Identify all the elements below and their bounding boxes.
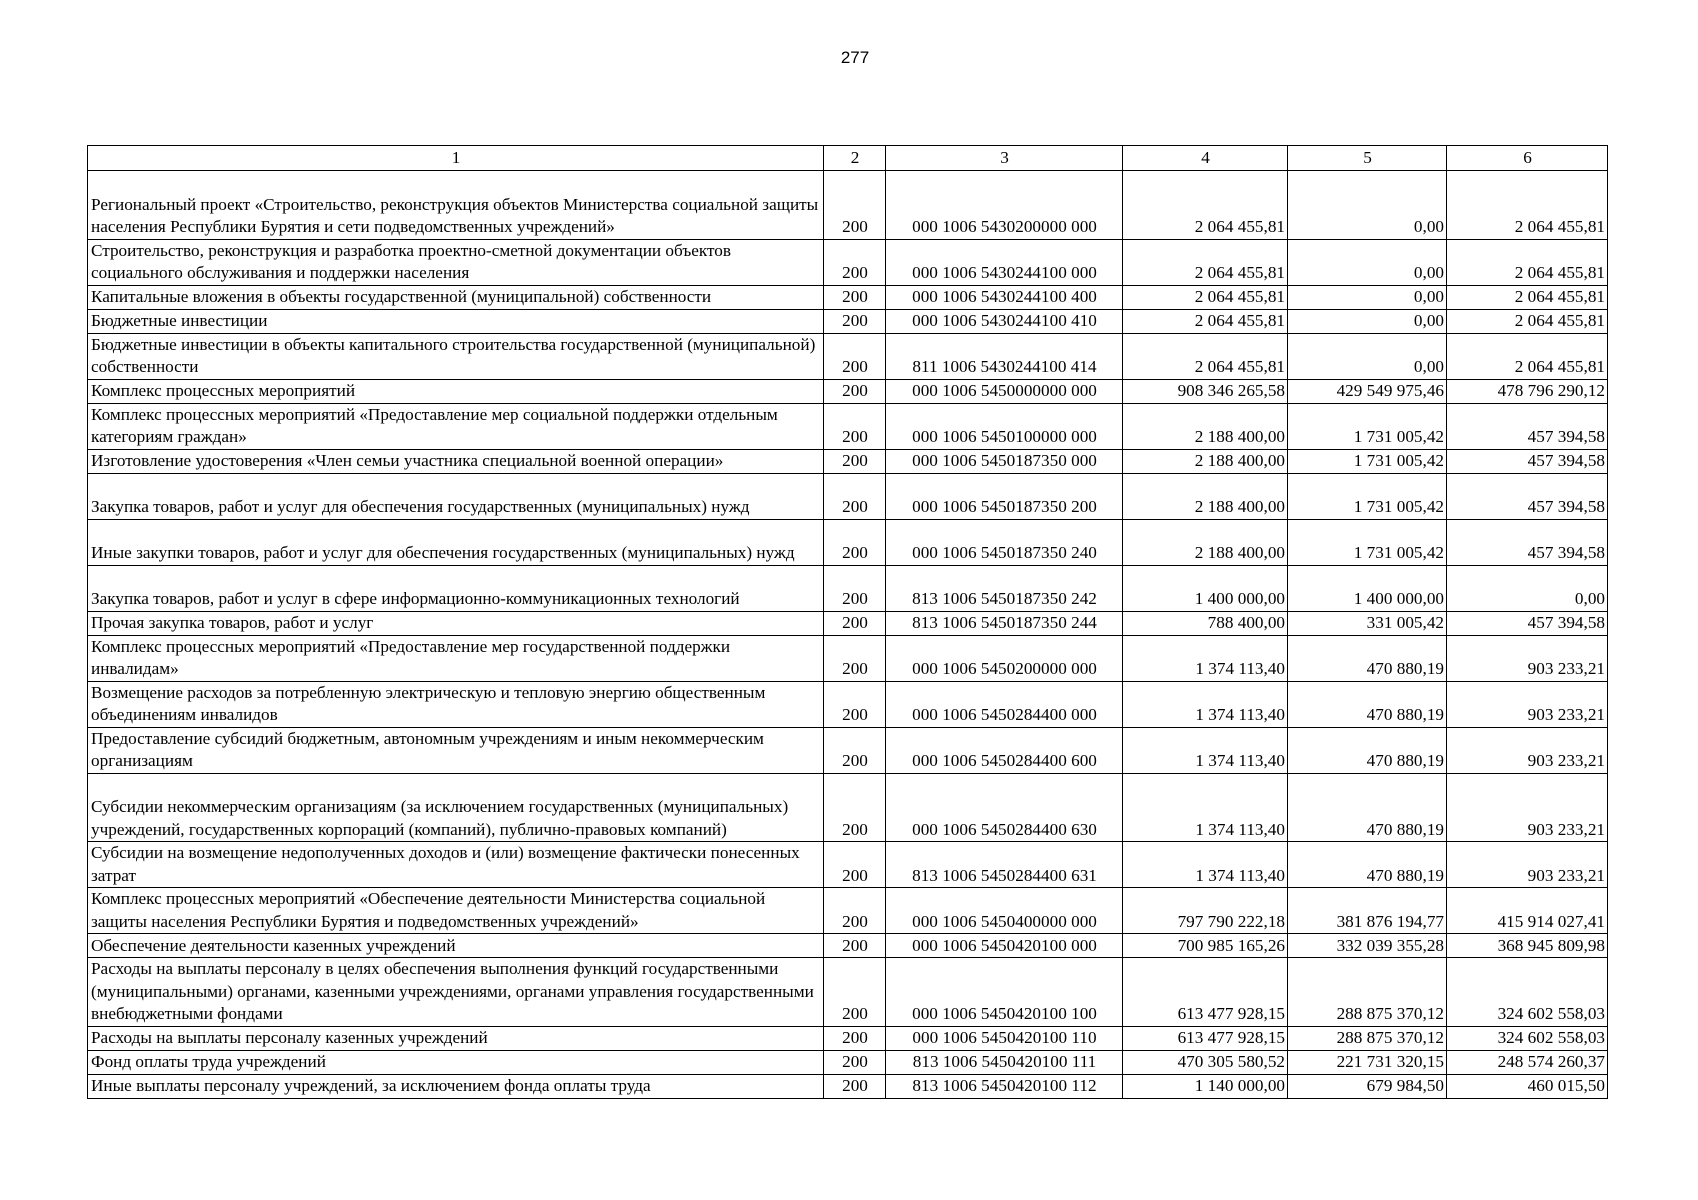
row-col5-cell: 0,00 [1288, 285, 1447, 309]
row-group-cell: 200 [824, 519, 886, 565]
row-name-cell: Субсидии на возмещение недополученных доходов и (или) возмещение фактически понесенных затрат [88, 842, 824, 888]
column-header-4: 4 [1123, 146, 1288, 171]
table-row [88, 333, 1608, 379]
row-col5-cell: 679 984,50 [1288, 1074, 1447, 1098]
row-col4-cell: 797 790 222,18 [1123, 888, 1288, 934]
row-code-cell: 813 1006 5450187350 242 [886, 565, 1123, 611]
row-col5-cell: 1 731 005,42 [1288, 449, 1447, 473]
row-col4-cell: 788 400,00 [1123, 611, 1288, 635]
row-col5-cell: 470 880,19 [1288, 773, 1447, 842]
table-row [88, 681, 1608, 727]
row-group-cell: 200 [824, 635, 886, 681]
table-row [88, 1050, 1608, 1074]
row-group-cell: 200 [824, 333, 886, 379]
table-header-row [88, 146, 1608, 171]
row-code-cell: 813 1006 5450284400 631 [886, 842, 1123, 888]
row-code-cell: 000 1006 5450187350 000 [886, 449, 1123, 473]
row-group-cell: 200 [824, 1050, 886, 1074]
table-row [88, 888, 1608, 934]
table-row [88, 285, 1608, 309]
row-code-cell: 000 1006 5450284400 630 [886, 773, 1123, 842]
row-code-cell: 811 1006 5430244100 414 [886, 333, 1123, 379]
row-code-cell: 813 1006 5450420100 111 [886, 1050, 1123, 1074]
row-name-cell: Бюджетные инвестиции [88, 309, 824, 333]
row-name-cell: Комплекс процессных мероприятий «Обеспечение деятельности Министерства социальной защиты населения Республики Бурятия и подведомственных учреждений» [88, 888, 824, 934]
table-row [88, 773, 1608, 842]
row-code-cell: 000 1006 5450000000 000 [886, 379, 1123, 403]
row-col5-cell: 0,00 [1288, 333, 1447, 379]
row-col5-cell: 0,00 [1288, 171, 1447, 240]
row-code-cell: 000 1006 5450100000 000 [886, 403, 1123, 449]
row-col5-cell: 381 876 194,77 [1288, 888, 1447, 934]
row-group-cell: 200 [824, 1074, 886, 1098]
row-name-cell: Бюджетные инвестиции в объекты капитального строительства государственной (муниципальной) собственности [88, 333, 824, 379]
table-row [88, 473, 1608, 519]
row-col6-cell: 903 233,21 [1447, 773, 1608, 842]
row-group-cell: 200 [824, 681, 886, 727]
row-col5-cell: 1 731 005,42 [1288, 473, 1447, 519]
row-col5-cell: 1 731 005,42 [1288, 519, 1447, 565]
row-col6-cell: 324 602 558,03 [1447, 958, 1608, 1027]
row-name-cell: Закупка товаров, работ и услуг для обеспечения государственных (муниципальных) нужд [88, 473, 824, 519]
row-col5-cell: 288 875 370,12 [1288, 958, 1447, 1027]
page-number: 277 [840, 48, 870, 67]
table-row [88, 449, 1608, 473]
row-col5-cell: 221 731 320,15 [1288, 1050, 1447, 1074]
row-col4-cell: 2 188 400,00 [1123, 403, 1288, 449]
row-col5-cell: 1 400 000,00 [1288, 565, 1447, 611]
row-col6-cell: 903 233,21 [1447, 635, 1608, 681]
row-col5-cell: 470 880,19 [1288, 727, 1447, 773]
row-col4-cell: 2 188 400,00 [1123, 519, 1288, 565]
row-col4-cell: 613 477 928,15 [1123, 1026, 1288, 1050]
row-col6-cell: 460 015,50 [1447, 1074, 1608, 1098]
row-col4-cell: 2 064 455,81 [1123, 171, 1288, 240]
row-col6-cell: 2 064 455,81 [1447, 239, 1608, 285]
row-col6-cell: 903 233,21 [1447, 681, 1608, 727]
row-code-cell: 000 1006 5450420100 000 [886, 934, 1123, 958]
row-col4-cell: 2 064 455,81 [1123, 239, 1288, 285]
row-code-cell: 000 1006 5450187350 240 [886, 519, 1123, 565]
row-col5-cell: 1 731 005,42 [1288, 403, 1447, 449]
table-row [88, 519, 1608, 565]
table-row [88, 611, 1608, 635]
table-row [88, 727, 1608, 773]
table-row [88, 239, 1608, 285]
row-col5-cell: 0,00 [1288, 309, 1447, 333]
row-name-cell: Изготовление удостоверения «Член семьи участника специальной военной операции» [88, 449, 824, 473]
row-col5-cell: 288 875 370,12 [1288, 1026, 1447, 1050]
table-row [88, 1026, 1608, 1050]
row-group-cell: 200 [824, 1026, 886, 1050]
row-group-cell: 200 [824, 934, 886, 958]
row-col4-cell: 2 064 455,81 [1123, 309, 1288, 333]
row-col6-cell: 903 233,21 [1447, 727, 1608, 773]
row-col5-cell: 470 880,19 [1288, 842, 1447, 888]
row-col6-cell: 478 796 290,12 [1447, 379, 1608, 403]
row-group-cell: 200 [824, 842, 886, 888]
table-body [88, 171, 1608, 1099]
row-name-cell: Региональный проект «Строительство, реконструкция объектов Министерства социальной защиты населения Республики Бурятия и сети подведомственных учреждений» [88, 171, 824, 240]
row-group-cell: 200 [824, 773, 886, 842]
row-group-cell: 200 [824, 403, 886, 449]
row-group-cell: 200 [824, 309, 886, 333]
row-group-cell: 200 [824, 239, 886, 285]
column-header-1: 1 [88, 146, 824, 171]
row-name-cell: Предоставление субсидий бюджетным, автономным учреждениям и иным некоммерческим организациям [88, 727, 824, 773]
row-code-cell: 000 1006 5450187350 200 [886, 473, 1123, 519]
table-row [88, 842, 1608, 888]
row-group-cell: 200 [824, 473, 886, 519]
row-name-cell: Закупка товаров, работ и услуг в сфере информационно-коммуникационных технологий [88, 565, 824, 611]
row-col4-cell: 1 140 000,00 [1123, 1074, 1288, 1098]
row-col4-cell: 700 985 165,26 [1123, 934, 1288, 958]
row-col5-cell: 470 880,19 [1288, 635, 1447, 681]
row-group-cell: 200 [824, 727, 886, 773]
row-col6-cell: 457 394,58 [1447, 473, 1608, 519]
row-group-cell: 200 [824, 888, 886, 934]
row-code-cell: 000 1006 5430244100 000 [886, 239, 1123, 285]
row-code-cell: 813 1006 5450187350 244 [886, 611, 1123, 635]
row-name-cell: Комплекс процессных мероприятий «Предоставление мер социальной поддержки отдельным категориям граждан» [88, 403, 824, 449]
row-group-cell: 200 [824, 565, 886, 611]
row-col6-cell: 324 602 558,03 [1447, 1026, 1608, 1050]
row-code-cell: 000 1006 5450420100 100 [886, 958, 1123, 1027]
table-row [88, 1074, 1608, 1098]
row-col5-cell: 470 880,19 [1288, 681, 1447, 727]
row-col4-cell: 2 064 455,81 [1123, 285, 1288, 309]
row-name-cell: Расходы на выплаты персоналу казенных учреждений [88, 1026, 824, 1050]
row-code-cell: 000 1006 5450420100 110 [886, 1026, 1123, 1050]
row-col4-cell: 470 305 580,52 [1123, 1050, 1288, 1074]
row-col4-cell: 1 374 113,40 [1123, 727, 1288, 773]
row-col4-cell: 1 374 113,40 [1123, 842, 1288, 888]
column-header-5: 5 [1288, 146, 1447, 171]
row-col6-cell: 2 064 455,81 [1447, 171, 1608, 240]
row-col5-cell: 429 549 975,46 [1288, 379, 1447, 403]
row-code-cell: 000 1006 5450284400 000 [886, 681, 1123, 727]
row-name-cell: Иные выплаты персоналу учреждений, за исключением фонда оплаты труда [88, 1074, 824, 1098]
row-name-cell: Фонд оплаты труда учреждений [88, 1050, 824, 1074]
row-name-cell: Возмещение расходов за потребленную электрическую и тепловую энергию общественным объединениям инвалидов [88, 681, 824, 727]
row-col6-cell: 2 064 455,81 [1447, 309, 1608, 333]
row-name-cell: Прочая закупка товаров, работ и услуг [88, 611, 824, 635]
column-header-2: 2 [824, 146, 886, 171]
row-group-cell: 200 [824, 379, 886, 403]
row-col5-cell: 331 005,42 [1288, 611, 1447, 635]
row-col4-cell: 1 374 113,40 [1123, 635, 1288, 681]
row-col6-cell: 457 394,58 [1447, 403, 1608, 449]
row-code-cell: 000 1006 5450400000 000 [886, 888, 1123, 934]
row-col6-cell: 415 914 027,41 [1447, 888, 1608, 934]
row-name-cell: Комплекс процессных мероприятий «Предоставление мер государственной поддержки инвалидам» [88, 635, 824, 681]
table-row [88, 403, 1608, 449]
row-col6-cell: 457 394,58 [1447, 519, 1608, 565]
row-name-cell: Расходы на выплаты персоналу в целях обеспечения выполнения функций государственными (муниципальными) органами, казенными учреждениями, органами управления государственными внебюджетными фондами [88, 958, 824, 1027]
row-name-cell: Субсидии некоммерческим организациям (за исключением государственных (муниципальных) учреждений, государственных корпораций (компаний), публично-правовых компаний) [88, 773, 824, 842]
row-col6-cell: 457 394,58 [1447, 449, 1608, 473]
row-col6-cell: 2 064 455,81 [1447, 285, 1608, 309]
row-group-cell: 200 [824, 285, 886, 309]
row-col4-cell: 2 064 455,81 [1123, 333, 1288, 379]
row-col4-cell: 1 374 113,40 [1123, 773, 1288, 842]
row-name-cell: Иные закупки товаров, работ и услуг для обеспечения государственных (муниципальных) нужд [88, 519, 824, 565]
row-name-cell: Капитальные вложения в объекты государственной (муниципальной) собственности [88, 285, 824, 309]
row-col4-cell: 908 346 265,58 [1123, 379, 1288, 403]
row-name-cell: Обеспечение деятельности казенных учреждений [88, 934, 824, 958]
row-name-cell: Комплекс процессных мероприятий [88, 379, 824, 403]
row-col4-cell: 613 477 928,15 [1123, 958, 1288, 1027]
table-row [88, 958, 1608, 1027]
row-col5-cell: 332 039 355,28 [1288, 934, 1447, 958]
row-col6-cell: 457 394,58 [1447, 611, 1608, 635]
row-group-cell: 200 [824, 958, 886, 1027]
row-code-cell: 000 1006 5430244100 410 [886, 309, 1123, 333]
row-name-cell: Строительство, реконструкция и разработка проектно-сметной документации объектов социального обслуживания и поддержки населения [88, 239, 824, 285]
row-col6-cell: 368 945 809,98 [1447, 934, 1608, 958]
table-row [88, 565, 1608, 611]
row-col6-cell: 2 064 455,81 [1447, 333, 1608, 379]
row-col6-cell: 248 574 260,37 [1447, 1050, 1608, 1074]
row-group-cell: 200 [824, 449, 886, 473]
row-code-cell: 000 1006 5450284400 600 [886, 727, 1123, 773]
table-row [88, 309, 1608, 333]
row-col5-cell: 0,00 [1288, 239, 1447, 285]
table-row [88, 934, 1608, 958]
row-code-cell: 000 1006 5430244100 400 [886, 285, 1123, 309]
row-group-cell: 200 [824, 171, 886, 240]
row-code-cell: 000 1006 5450200000 000 [886, 635, 1123, 681]
row-col4-cell: 2 188 400,00 [1123, 473, 1288, 519]
row-col4-cell: 1 400 000,00 [1123, 565, 1288, 611]
table-row [88, 171, 1608, 240]
column-header-3: 3 [886, 146, 1123, 171]
table-row [88, 635, 1608, 681]
row-group-cell: 200 [824, 611, 886, 635]
row-col6-cell: 903 233,21 [1447, 842, 1608, 888]
row-col4-cell: 2 188 400,00 [1123, 449, 1288, 473]
column-header-6: 6 [1447, 146, 1608, 171]
row-col6-cell: 0,00 [1447, 565, 1608, 611]
table-row [88, 379, 1608, 403]
row-code-cell: 813 1006 5450420100 112 [886, 1074, 1123, 1098]
row-code-cell: 000 1006 5430200000 000 [886, 171, 1123, 240]
row-col4-cell: 1 374 113,40 [1123, 681, 1288, 727]
budget-table [87, 145, 1608, 1099]
